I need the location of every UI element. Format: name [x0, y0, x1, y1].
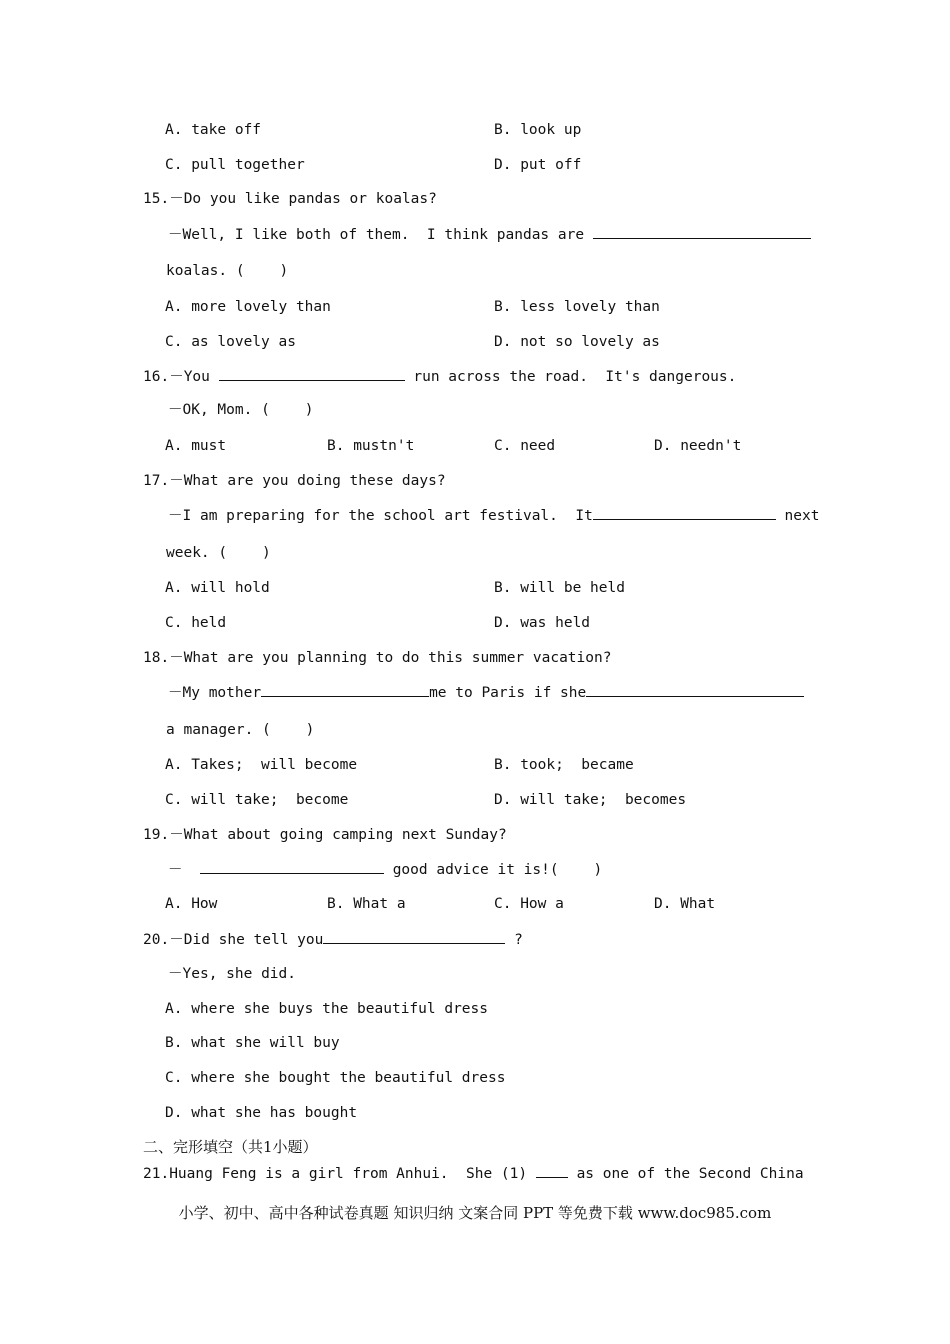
q18-answer-line: －My mother me to Paris if she [168, 682, 804, 703]
q14-option-b: B. look up [494, 122, 582, 138]
q15-option-a: A. more lovely than [165, 299, 331, 315]
q18-option-c: C. will take; become [165, 792, 349, 808]
q15-option-d: D. not so lovely as [494, 334, 660, 350]
q14-option-a: A. take off [165, 122, 262, 138]
q20-option-d: D. what she has bought [165, 1105, 358, 1121]
answer-blank [200, 859, 384, 874]
q15-question: 15.－Do you like pandas or koalas? [143, 191, 437, 207]
q21-passage-line: 21.Huang Feng is a girl from Anhui. She (1) as one of the Second China [143, 1163, 804, 1184]
q17-option-c: C. held [165, 615, 227, 631]
section-heading-cloze: 二、完形填空（共1小题） [143, 1138, 318, 1156]
q16-option-c: C. need [494, 438, 556, 454]
q15-continuation: koalas. ( ) [166, 263, 289, 279]
q14-option-c: C. pull together [165, 157, 305, 173]
q17-continuation: week. ( ) [166, 545, 271, 561]
q19-option-a: A. How [165, 896, 218, 912]
q16-option-b: B. mustn't [327, 438, 415, 454]
q17-option-a: A. will hold [165, 580, 270, 596]
q18-continuation: a manager. ( ) [166, 722, 315, 738]
q15-option-c: C. as lovely as [165, 334, 296, 350]
q16-option-d: D. needn't [654, 438, 742, 454]
q16-answer-line: －OK, Mom. ( ) [168, 402, 314, 418]
q19-option-c: C. How a [494, 896, 564, 912]
q18-option-b: B. took; became [494, 757, 634, 773]
q16-question: 16.－You run across the road. It's dangerous. [143, 366, 736, 387]
q18-question: 18.－What are you planning to do this summer vacation? [143, 650, 612, 666]
q15-answer-line: －Well, I like both of them. I think pandas are [168, 224, 811, 245]
q20-option-a: A. where she buys the beautiful dress [165, 1001, 489, 1017]
q20-option-c: C. where she bought the beautiful dress [165, 1070, 506, 1086]
q18-option-a: A. Takes; will become [165, 757, 358, 773]
q19-answer-line: － good advice it is!( ) [168, 859, 602, 880]
answer-blank [536, 1163, 568, 1178]
answer-blank [593, 505, 776, 520]
answer-blank [323, 929, 505, 944]
q17-question: 17.－What are you doing these days? [143, 473, 446, 489]
q20-option-b: B. what she will buy [165, 1035, 340, 1051]
answer-blank [586, 682, 804, 697]
q17-answer-line: －I am preparing for the school art festival. It next [168, 505, 819, 526]
answer-blank [593, 224, 811, 239]
q19-option-b: B. What a [327, 896, 406, 912]
q20-answer-line: －Yes, she did. [168, 966, 296, 982]
q17-option-b: B. will be held [494, 580, 625, 596]
q15-option-b: B. less lovely than [494, 299, 660, 315]
answer-blank [261, 682, 429, 697]
q17-option-d: D. was held [494, 615, 591, 631]
q20-question: 20.－Did she tell you ? [143, 929, 523, 950]
q18-option-d: D. will take; becomes [494, 792, 687, 808]
q14-option-d: D. put off [494, 157, 582, 173]
answer-blank [219, 366, 405, 381]
page-footer: 小学、初中、高中各种试卷真题 知识归纳 文案合同 PPT 等免费下载 www.doc985.com [178, 1204, 772, 1222]
q19-option-d: D. What [654, 896, 716, 912]
q19-question: 19.－What about going camping next Sunday? [143, 827, 507, 843]
q16-option-a: A. must [165, 438, 227, 454]
